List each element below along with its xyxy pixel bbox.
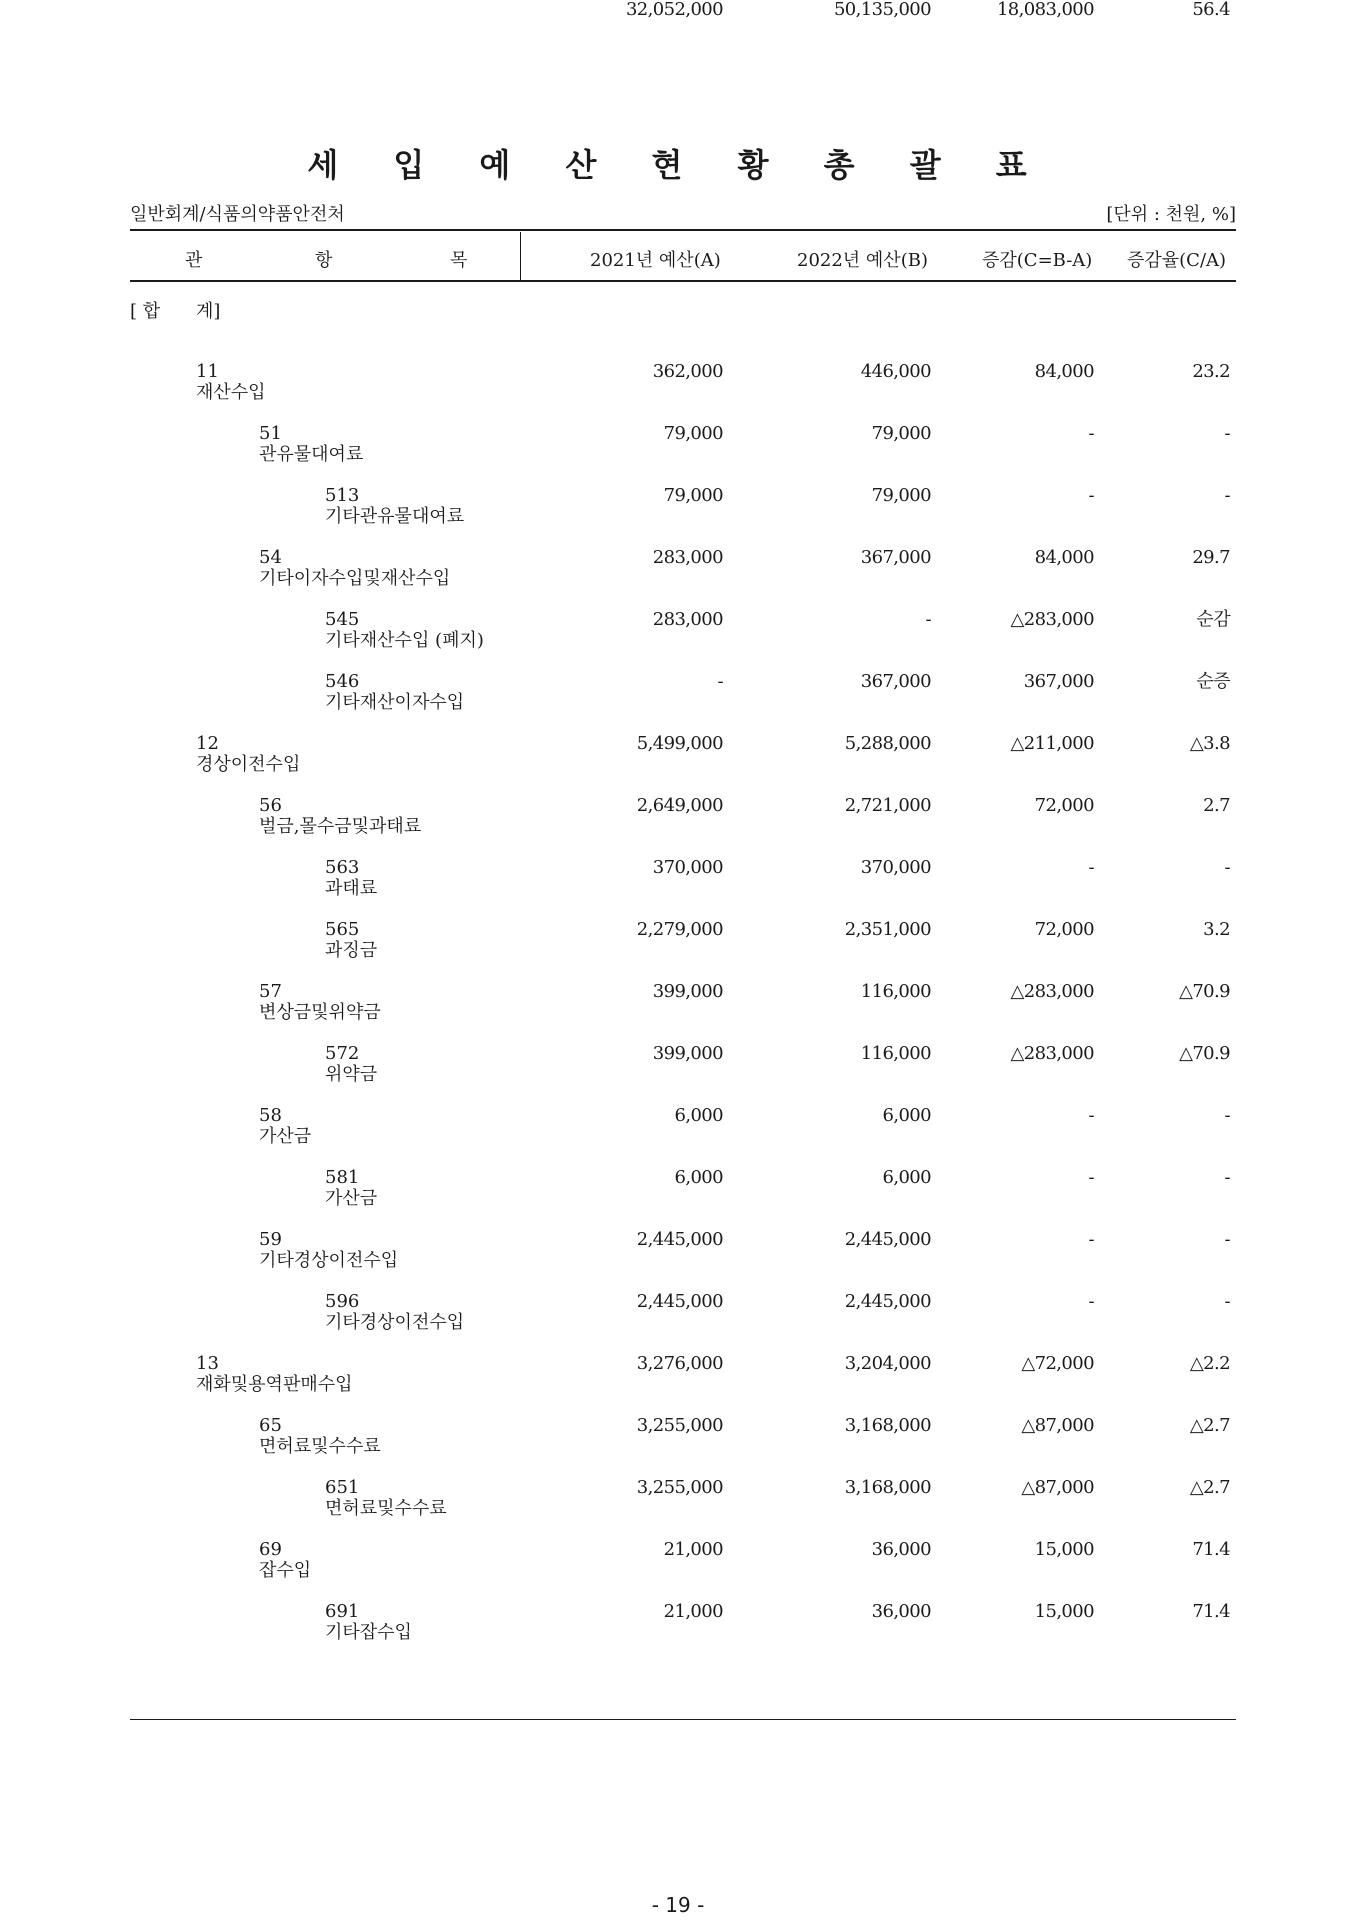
row-budget-2022: 2,721,000	[844, 795, 931, 816]
row-rate: 2.7	[1203, 795, 1230, 816]
row-budget-2022: 3,168,000	[844, 1415, 931, 1436]
row-budget-2022: 36,000	[871, 1601, 931, 1622]
header-hang: 항	[315, 250, 333, 271]
page-number: - 19 -	[651, 1893, 705, 1917]
row-rate: -	[1224, 857, 1230, 878]
row-name: 면허료및수수료	[325, 1498, 447, 1519]
row-rate: -	[1224, 1167, 1230, 1188]
row-code: 581	[325, 1167, 360, 1188]
row-code: 54	[259, 547, 282, 568]
row-diff: 15,000	[1034, 1601, 1094, 1622]
row-budget-2021: 2,649,000	[636, 795, 723, 816]
table-row	[0, 362, 1356, 424]
row-budget-2021: 2,279,000	[636, 919, 723, 940]
row-diff: △87,000	[1021, 1415, 1094, 1436]
row-diff: 367,000	[1023, 671, 1094, 692]
row-budget-2021: -	[717, 671, 723, 692]
row-rate: △2.7	[1189, 1415, 1230, 1436]
row-name: 기타경상이전수입	[259, 1250, 399, 1271]
row-name: 변상금및위약금	[259, 1002, 381, 1023]
row-budget-2021: 362,000	[652, 361, 723, 382]
row-code: 69	[259, 1539, 282, 1560]
row-code: 59	[259, 1229, 282, 1250]
header-mok: 목	[450, 250, 468, 271]
row-name: 경상이전수입	[196, 754, 301, 775]
table-row	[0, 858, 1356, 920]
row-budget-2021: 2,445,000	[636, 1291, 723, 1312]
row-diff: △72,000	[1021, 1353, 1094, 1374]
table-row	[0, 982, 1356, 1044]
header-budget-2022: 2022년 예산(B)	[797, 250, 928, 271]
row-name: 잡수입	[259, 1560, 312, 1581]
row-name: 가산금	[259, 1126, 312, 1147]
row-rate: △3.8	[1189, 733, 1230, 754]
row-budget-2022: 367,000	[860, 547, 931, 568]
row-budget-2021: 6,000	[674, 1105, 723, 1126]
table-row	[0, 920, 1356, 982]
row-diff: -	[1088, 1167, 1094, 1188]
row-budget-2021: 399,000	[652, 981, 723, 1002]
table-row	[0, 1602, 1356, 1664]
header-diff: 증감(C=B-A)	[982, 250, 1093, 271]
total-rate: 56.4	[1192, 0, 1230, 20]
table-row	[0, 1540, 1356, 1602]
row-rate: 23.2	[1192, 361, 1230, 382]
row-diff: △283,000	[1010, 1043, 1094, 1064]
row-rate: -	[1224, 1291, 1230, 1312]
row-name: 관유물대여료	[259, 444, 364, 465]
table-row	[0, 1416, 1356, 1478]
row-budget-2021: 21,000	[663, 1539, 723, 1560]
row-budget-2022: 6,000	[882, 1105, 931, 1126]
budget-rows	[0, 362, 1356, 1664]
row-code: 513	[325, 485, 360, 506]
row-rate: 순감	[1196, 609, 1230, 630]
row-code: 13	[196, 1353, 219, 1374]
row-budget-2022: -	[925, 609, 931, 630]
row-code: 51	[259, 423, 282, 444]
row-rate: 순증	[1196, 671, 1230, 692]
row-name: 면허료및수수료	[259, 1436, 381, 1457]
header-gwan: 관	[185, 250, 203, 271]
row-budget-2021: 6,000	[674, 1167, 723, 1188]
row-code: 572	[325, 1043, 360, 1064]
row-diff: 72,000	[1034, 919, 1094, 940]
row-budget-2021: 3,276,000	[636, 1353, 723, 1374]
row-code: 12	[196, 733, 219, 754]
row-budget-2022: 3,204,000	[844, 1353, 931, 1374]
row-code: 563	[325, 857, 360, 878]
table-row	[0, 548, 1356, 610]
row-code: 57	[259, 981, 282, 1002]
table-row	[0, 486, 1356, 548]
row-name: 기타이자수입및재산수입	[259, 568, 451, 589]
table-row	[0, 672, 1356, 734]
row-diff: -	[1088, 1105, 1094, 1126]
row-rate: -	[1224, 1229, 1230, 1250]
row-budget-2021: 5,499,000	[636, 733, 723, 754]
row-budget-2022: 79,000	[871, 485, 931, 506]
row-diff: △283,000	[1010, 981, 1094, 1002]
row-budget-2022: 79,000	[871, 423, 931, 444]
row-code: 58	[259, 1105, 282, 1126]
row-code: 65	[259, 1415, 282, 1436]
row-name: 재산수입	[196, 382, 266, 403]
row-budget-2021: 79,000	[663, 485, 723, 506]
total-diff: 18,083,000	[996, 0, 1094, 20]
row-diff: -	[1088, 857, 1094, 878]
row-diff: -	[1088, 1291, 1094, 1312]
table-row	[0, 1044, 1356, 1106]
row-budget-2022: 5,288,000	[844, 733, 931, 754]
row-diff: -	[1088, 485, 1094, 506]
total-budget-2022: 50,135,000	[833, 0, 931, 20]
org-label: 일반회계/식품의약품안전처	[130, 204, 345, 225]
table-row	[0, 1478, 1356, 1540]
row-diff: 84,000	[1034, 361, 1094, 382]
row-name: 기타재산수입 (폐지)	[325, 630, 484, 651]
header-rate: 증감율(C/A)	[1127, 250, 1227, 271]
row-rate: 3.2	[1203, 919, 1230, 940]
row-budget-2021: 3,255,000	[636, 1477, 723, 1498]
header-budget-2021: 2021년 예산(A)	[590, 250, 721, 271]
row-rate: △2.2	[1189, 1353, 1230, 1374]
row-diff: -	[1088, 1229, 1094, 1250]
total-budget-2021: 32,052,000	[625, 0, 723, 20]
row-budget-2022: 370,000	[860, 857, 931, 878]
row-rate: △2.7	[1189, 1477, 1230, 1498]
row-diff: △211,000	[1010, 733, 1094, 754]
row-budget-2021: 399,000	[652, 1043, 723, 1064]
row-diff: △283,000	[1010, 609, 1094, 630]
row-budget-2021: 3,255,000	[636, 1415, 723, 1436]
row-name: 기타잡수입	[325, 1622, 412, 1643]
row-code: 11	[196, 361, 219, 382]
row-diff: -	[1088, 423, 1094, 444]
row-budget-2021: 283,000	[652, 609, 723, 630]
row-budget-2021: 370,000	[652, 857, 723, 878]
row-name: 위약금	[325, 1064, 378, 1085]
row-rate: -	[1224, 485, 1230, 506]
row-rate: 71.4	[1192, 1539, 1230, 1560]
row-name: 벌금,몰수금및과태료	[259, 816, 422, 837]
row-budget-2022: 116,000	[860, 981, 931, 1002]
row-name: 가산금	[325, 1188, 378, 1209]
total-label-close: 계]	[196, 301, 221, 322]
row-code: 596	[325, 1291, 360, 1312]
row-diff: △87,000	[1021, 1477, 1094, 1498]
row-rate: 71.4	[1192, 1601, 1230, 1622]
table-row	[0, 1106, 1356, 1168]
table-row	[0, 1292, 1356, 1354]
row-budget-2022: 2,445,000	[844, 1291, 931, 1312]
total-label-open: [ 합	[130, 301, 161, 322]
row-name: 기타재산이자수입	[325, 692, 465, 713]
row-rate: -	[1224, 423, 1230, 444]
table-row	[0, 424, 1356, 486]
header-divider	[520, 232, 521, 281]
row-rate: △70.9	[1179, 1043, 1230, 1064]
row-budget-2021: 79,000	[663, 423, 723, 444]
row-name: 과태료	[325, 878, 378, 899]
row-code: 56	[259, 795, 282, 816]
row-rate: △70.9	[1179, 981, 1230, 1002]
row-name: 기타관유물대여료	[325, 506, 465, 527]
header-bottom-rule	[130, 280, 1236, 282]
row-budget-2022: 2,351,000	[844, 919, 931, 940]
row-budget-2021: 2,445,000	[636, 1229, 723, 1250]
table-top-rule	[130, 229, 1236, 231]
row-budget-2022: 36,000	[871, 1539, 931, 1560]
row-code: 565	[325, 919, 360, 940]
table-bottom-rule	[130, 1719, 1236, 1720]
row-code: 651	[325, 1477, 360, 1498]
row-code: 691	[325, 1601, 360, 1622]
row-budget-2022: 3,168,000	[844, 1477, 931, 1498]
row-code: 546	[325, 671, 360, 692]
page-title: 세 입 예 산 현 황 총 괄 표	[307, 146, 1049, 184]
row-rate: 29.7	[1192, 547, 1230, 568]
table-row	[0, 796, 1356, 858]
row-name: 재화및용역판매수입	[196, 1374, 353, 1395]
row-name: 기타경상이전수입	[325, 1312, 465, 1333]
row-name: 과징금	[325, 940, 378, 961]
row-diff: 72,000	[1034, 795, 1094, 816]
unit-label: [단위 : 천원, %]	[1106, 204, 1236, 225]
row-budget-2022: 6,000	[882, 1167, 931, 1188]
row-budget-2022: 446,000	[860, 361, 931, 382]
row-rate: -	[1224, 1105, 1230, 1126]
table-row	[0, 1168, 1356, 1230]
row-budget-2021: 21,000	[663, 1601, 723, 1622]
table-row	[0, 1354, 1356, 1416]
row-budget-2022: 2,445,000	[844, 1229, 931, 1250]
row-budget-2022: 116,000	[860, 1043, 931, 1064]
row-code: 545	[325, 609, 360, 630]
row-diff: 15,000	[1034, 1539, 1094, 1560]
row-budget-2021: 283,000	[652, 547, 723, 568]
row-budget-2022: 367,000	[860, 671, 931, 692]
row-diff: 84,000	[1034, 547, 1094, 568]
table-row	[0, 734, 1356, 796]
table-row	[0, 610, 1356, 672]
table-row	[0, 1230, 1356, 1292]
